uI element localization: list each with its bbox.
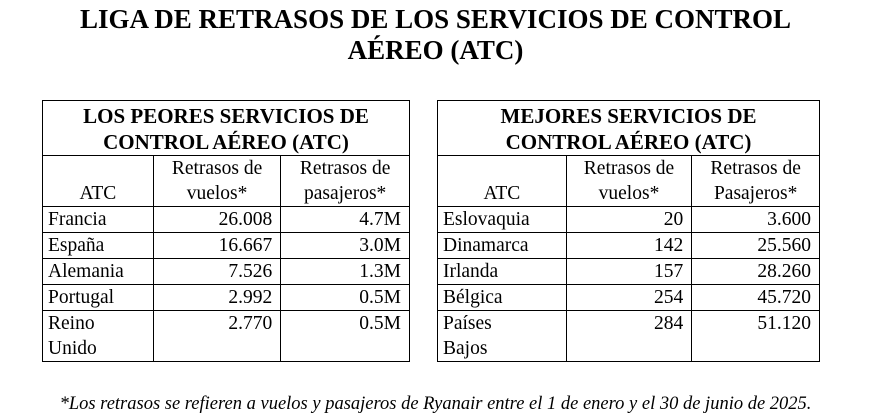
table-row (438, 233, 820, 259)
title-line-2: AÉREO (ATC) (347, 35, 524, 65)
flight-delays: 2.770 (153, 311, 281, 362)
atc-name: Portugal (43, 285, 154, 311)
table-row (438, 285, 820, 311)
header-line: pasajeros* (303, 183, 387, 204)
table-caption-row (43, 101, 410, 156)
caption-line: CONTROL AÉREO (ATC) (103, 130, 349, 154)
caption-line: CONTROL AÉREO (ATC) (505, 130, 752, 154)
column-header-passenger-delays (281, 156, 410, 207)
table-row (43, 207, 410, 233)
atc-name: España (43, 233, 154, 259)
atc-name: Irlanda (438, 259, 567, 285)
column-header-flight-delays (153, 156, 281, 207)
table-row (43, 311, 410, 362)
atc-name: Eslovaquia (438, 207, 567, 233)
worst-table-caption (43, 101, 410, 156)
header-line: Pasajeros* (713, 183, 798, 204)
table-caption-row (438, 101, 820, 156)
passenger-delays: 1.3M (281, 259, 410, 285)
flight-delays: 157 (566, 259, 692, 285)
worst-atc-table (42, 100, 410, 362)
flight-delays: 26.008 (153, 207, 281, 233)
table-row (43, 285, 410, 311)
title-line-1: LIGA DE RETRASOS DE LOS SERVICIOS DE CONTROL (80, 4, 791, 34)
header-line: Retrasos de (171, 158, 263, 179)
atc-name: Dinamarca (438, 233, 567, 259)
header-line: Retrasos de (299, 158, 391, 179)
table-row (438, 207, 820, 233)
flight-delays: 7.526 (153, 259, 281, 285)
passenger-delays: 0.5M (281, 311, 410, 362)
flight-delays: 20 (566, 207, 692, 233)
column-header-passenger-delays (692, 156, 820, 207)
best-table-caption (438, 101, 820, 156)
passenger-delays: 0.5M (281, 285, 410, 311)
table-row (43, 233, 410, 259)
passenger-delays: 4.7M (281, 207, 410, 233)
header-line: vuelos* (598, 183, 660, 204)
best-atc-table (437, 100, 820, 362)
table-row (438, 311, 820, 362)
passenger-delays: 3.600 (692, 207, 820, 233)
passenger-delays: 25.560 (692, 233, 820, 259)
column-header-flight-delays (566, 156, 692, 207)
atc-name-line: Reino (48, 313, 95, 334)
header-line: vuelos* (186, 183, 248, 204)
table-header-row (43, 156, 410, 207)
atc-name: Alemania (43, 259, 154, 285)
header-line: Retrasos de (710, 158, 801, 179)
page-title (0, 4, 871, 66)
flight-delays: 284 (566, 311, 692, 362)
passenger-delays: 45.720 (692, 285, 820, 311)
table-header-row (438, 156, 820, 207)
flight-delays: 16.667 (153, 233, 281, 259)
atc-name-line: Unido (48, 338, 97, 359)
atc-name: Bélgica (438, 285, 567, 311)
footnote: *Los retrasos se refieren a vuelos y pasajeros de Ryanair entre el 1 de enero y el 30 de junio de 2025. (59, 394, 812, 414)
column-header-atc: ATC (43, 156, 154, 207)
passenger-delays: 3.0M (281, 233, 410, 259)
atc-name (43, 311, 154, 362)
caption-line: LOS PEORES SERVICIOS DE (83, 104, 369, 128)
atc-name-line: Países (443, 313, 492, 334)
caption-line: MEJORES SERVICIOS DE (500, 104, 757, 128)
atc-name (438, 311, 567, 362)
header-line: Retrasos de (583, 158, 675, 179)
atc-name: Francia (43, 207, 154, 233)
table-row (43, 259, 410, 285)
passenger-delays: 51.120 (692, 311, 820, 362)
flight-delays: 254 (566, 285, 692, 311)
table-row (438, 259, 820, 285)
atc-name-line: Bajos (443, 338, 488, 359)
flight-delays: 142 (566, 233, 692, 259)
passenger-delays: 28.260 (692, 259, 820, 285)
column-header-atc: ATC (438, 156, 567, 207)
flight-delays: 2.992 (153, 285, 281, 311)
